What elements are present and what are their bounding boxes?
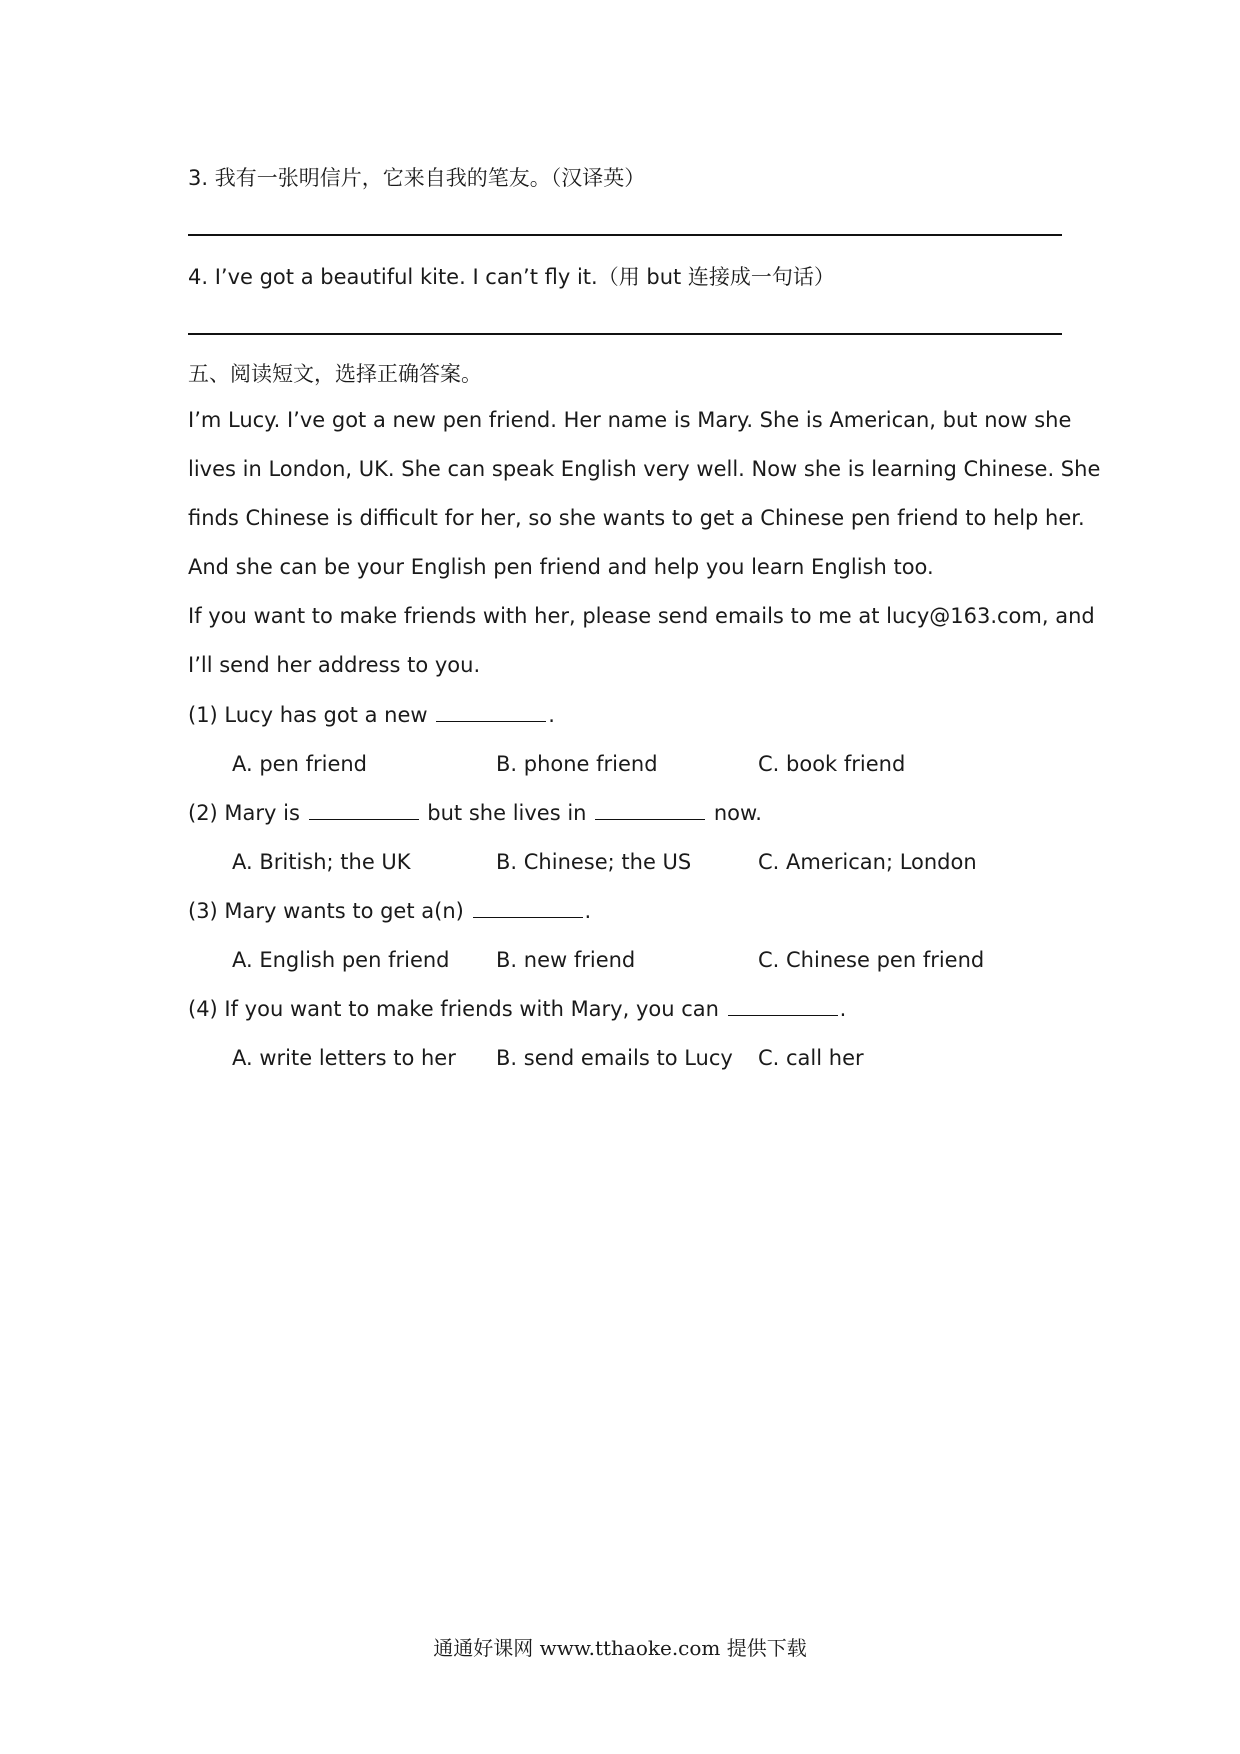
question-1-option-c[interactable]: C. book friend <box>758 752 906 776</box>
passage-line-6: I’ll send her address to you. <box>188 653 481 677</box>
question-2-option-b[interactable]: B. Chinese; the US <box>496 850 692 874</box>
question-4-option-c[interactable]: C. call her <box>758 1046 864 1070</box>
question-2-blank-2[interactable] <box>595 818 705 820</box>
question-2-stem-end: now. <box>713 801 762 825</box>
question-4-stem-text: (4) If you want to make friends with Mary, you can <box>188 997 719 1021</box>
question-3-stem <box>188 899 591 923</box>
question-1-stem-end: . <box>548 703 555 727</box>
question-3-blank[interactable] <box>473 916 583 918</box>
question-4-option-b[interactable]: B. send emails to Lucy <box>496 1046 733 1070</box>
question-3-option-b[interactable]: B. new friend <box>496 948 636 972</box>
question-3-option-a[interactable]: A. English pen friend <box>232 948 450 972</box>
question-2-blank-1[interactable] <box>309 818 419 820</box>
question-1-stem <box>188 703 555 727</box>
question-2-option-c[interactable]: C. American; London <box>758 850 977 874</box>
passage-line-4: And she can be your English pen friend and help you learn English too. <box>188 555 934 579</box>
reading-heading: 五、阅读短文，选择正确答案。 <box>188 362 482 386</box>
passage-line-1: I’m Lucy. I’ve got a new pen friend. Her name is Mary. She is American, but now she <box>188 408 1072 432</box>
question-1-blank[interactable] <box>436 720 546 722</box>
passage-line-5: If you want to make friends with her, please send emails to me at lucy@163.com, and <box>188 604 1095 628</box>
question-4-prompt: 4. I’ve got a beautiful kite. I can’t fly it.（用 but 连接成一句话） <box>188 265 835 289</box>
passage-line-3: finds Chinese is difficult for her, so she wants to get a Chinese pen friend to help her. <box>188 506 1085 530</box>
question-2-stem-middle: but she lives in <box>427 801 587 825</box>
question-3-stem-text: (3) Mary wants to get a(n) <box>188 899 464 923</box>
question-4-answer-line <box>188 333 1062 335</box>
footer-credit: 通通好课网 www.tthaoke.com 提供下载 <box>433 1636 807 1660</box>
question-4-stem-end: . <box>839 997 847 1021</box>
passage-line-2: lives in London, UK. She can speak English very well. Now she is learning Chinese. She <box>188 457 1101 481</box>
question-4-blank[interactable] <box>728 1014 838 1016</box>
question-3-option-c[interactable]: C. Chinese pen friend <box>758 948 985 972</box>
question-2-stem-text: (2) Mary is <box>188 801 300 825</box>
question-4-stem <box>188 997 846 1021</box>
question-4-option-a[interactable]: A. write letters to her <box>232 1046 456 1070</box>
question-3-prompt: 3. 我有一张明信片，它来自我的笔友。（汉译英） <box>188 166 646 190</box>
question-1-option-a[interactable]: A. pen friend <box>232 752 368 776</box>
question-3-stem-end: . <box>584 899 592 923</box>
question-2-stem <box>188 801 762 825</box>
question-1-stem-text: (1) Lucy has got a new <box>188 703 428 727</box>
question-1-option-b[interactable]: B. phone friend <box>496 752 658 776</box>
question-2-option-a[interactable]: A. British; the UK <box>232 850 411 874</box>
question-3-answer-line <box>188 234 1062 236</box>
